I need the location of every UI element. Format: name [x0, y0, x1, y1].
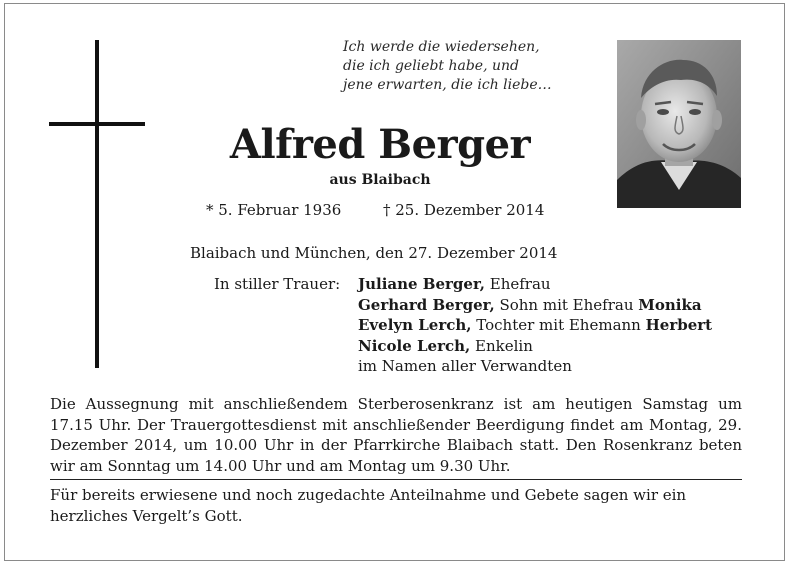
birth-date: * 5. Februar 1936: [206, 201, 342, 219]
cross-vertical-bar: [95, 40, 99, 368]
thanks-note: Für bereits erwiesene und noch zugedachte Anteilnahme und Gebete sagen wir ein herzliches Vergelt’s Gott.: [50, 486, 687, 525]
mourner-name: Nicole Lerch,: [358, 336, 471, 355]
mourner-relation: Sohn mit Ehefrau: [494, 295, 639, 314]
list-item: [358, 356, 712, 377]
place-and-date: Blaibach und München, den 27. Dezember 2014: [190, 244, 558, 262]
mourner-relation: Tochter mit Ehemann: [471, 316, 646, 334]
list-item: [358, 274, 712, 295]
list-item: [358, 315, 712, 336]
mourners-list: [358, 274, 712, 377]
portrait-image: [617, 40, 741, 208]
quote-line: jene erwarten, die ich liebe…: [343, 77, 552, 93]
memorial-quote: [343, 38, 613, 95]
service-details: Die Aussegnung mit anschließendem Sterberosenkranz ist am heutigen Samstag um 17.15 Uhr. Der Trauergottesdienst mit anschließender Beerdigung findet am Montag, 29. Dezember 2014, um 10.00 Uhr in der Pfarrkirche Blaibach statt. Den Rosenkranz beten wir am Sonntag um 14.00 Uhr und am Montag um 9.30 Uhr.: [50, 395, 742, 475]
mourner-name: Evelyn Lerch,: [358, 316, 472, 334]
portrait-photo: [617, 40, 741, 208]
mourner-partner: Monika: [638, 295, 702, 314]
deceased-name: Alfred Berger: [229, 121, 531, 168]
mourner-relation: Enkelin: [470, 336, 533, 355]
death-date: † 25. Dezember 2014: [383, 201, 545, 219]
mourner-relation: im Namen aller Verwandten: [358, 357, 572, 375]
divider: [50, 479, 742, 480]
quote-line: Ich werde die wiedersehen,: [343, 39, 540, 55]
mourner-relation: Ehefrau: [484, 275, 551, 293]
mourner-name: Juliane Berger,: [358, 275, 485, 293]
deceased-origin: aus Blaibach: [329, 172, 431, 188]
list-item: [358, 336, 712, 357]
mourner-name: Gerhard Berger,: [358, 295, 495, 314]
list-item: [358, 295, 712, 316]
mourners-label: In stiller Trauer:: [214, 275, 341, 293]
mourner-partner: Herbert: [645, 316, 713, 334]
cross-horizontal-bar: [49, 122, 145, 126]
quote-line: die ich geliebt habe, und: [343, 58, 519, 74]
